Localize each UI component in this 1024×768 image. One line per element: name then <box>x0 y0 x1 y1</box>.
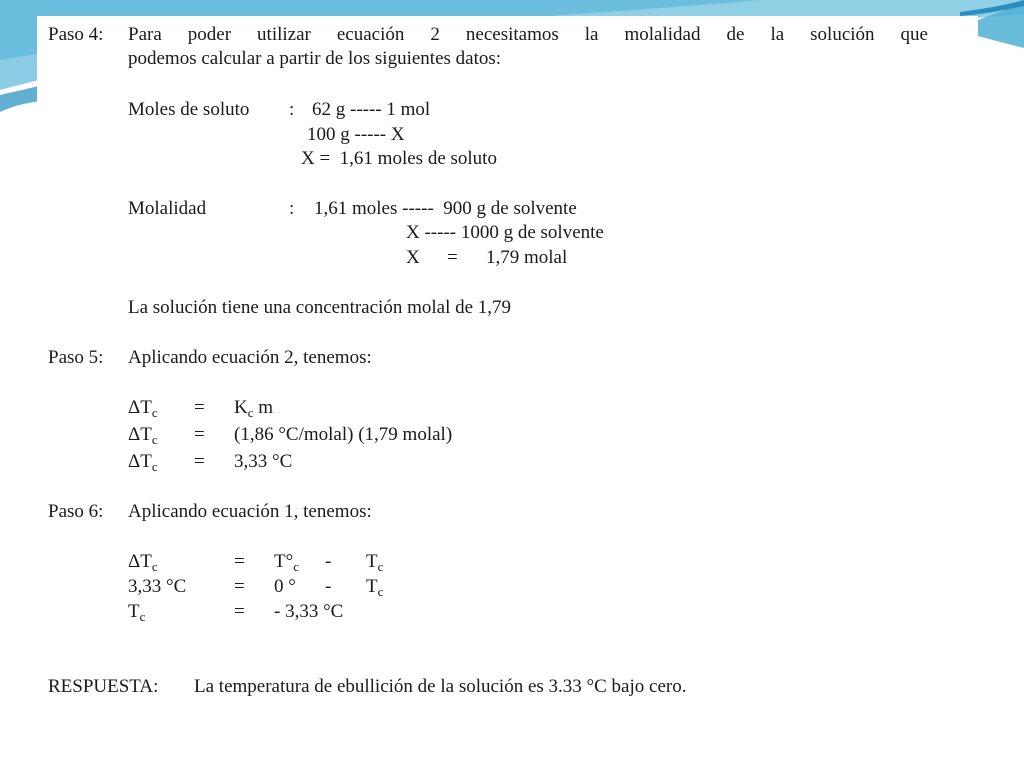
paso6-row1-eq: = <box>234 551 245 572</box>
paso5-row3-rhs: 3,33 °C <box>234 451 293 472</box>
paso5-row3-lhs: $\Delta T_c$ <box>128 451 158 474</box>
paso6-row2-zero: 0 ° <box>274 576 296 597</box>
molalidad-line3-value: 1,79 molal <box>486 247 568 268</box>
paso6-row1-t0: $T^\circ_c$ <box>274 551 299 574</box>
paso6-text: Aplicando ecuación 1, tenemos: <box>128 501 372 522</box>
moles-label: Moles de soluto <box>128 99 250 120</box>
paso5-label: Paso 5: <box>48 347 104 368</box>
paso5-row1-rhs: $K_c$ m <box>234 397 274 420</box>
paso6-row3-value: - 3,33 °C <box>274 601 344 622</box>
paso4-label: Paso 4: <box>48 24 104 45</box>
paso5-row1-eq: = <box>194 397 205 418</box>
paso5-row1-lhs: $\Delta T_c$ <box>128 397 158 420</box>
paso6-row1-t: $T_c$ <box>366 551 384 574</box>
paso5-row2-rhs: (1,86 °C/molal) (1,79 molal) <box>234 424 453 445</box>
paso6-row3-lhs: $T_c$ <box>128 601 146 624</box>
molalidad-colon: : <box>289 198 295 219</box>
paso6-row2-t: $T_c$ <box>366 576 384 599</box>
respuesta-text: La temperatura de ebullición de la solución es 3.33 °C bajo cero. <box>194 676 687 697</box>
moles-colon: : <box>289 99 295 120</box>
molalidad-line3-x: X <box>406 247 420 268</box>
paso5-row2-lhs: $\Delta T_c$ <box>128 424 158 447</box>
moles-line2: 100 g ----- X <box>307 124 405 145</box>
moles-line1: 62 g ----- 1 mol <box>312 99 431 120</box>
paso6-row1-lhs: $\Delta T_c$ <box>128 551 158 574</box>
molalidad-line2: X ----- 1000 g de solvente <box>406 222 604 243</box>
paso6-label: Paso 6: <box>48 501 104 522</box>
paso4-conclusion: La solución tiene una concentración molal de 1,79 <box>128 297 512 318</box>
paso6-row3-eq: = <box>234 601 245 622</box>
paso6-row2-lhs: 3,33 °C <box>128 576 187 597</box>
molalidad-line1: 1,61 moles ----- 900 g de solvente <box>314 198 577 219</box>
paso6-row2-minus: - <box>325 576 332 597</box>
document-page <box>37 16 978 712</box>
paso6-row1-minus: - <box>325 551 332 572</box>
paso6-row2-eq: = <box>234 576 245 597</box>
molalidad-line3-eq: = <box>447 247 458 268</box>
paso5-row3-eq: = <box>194 451 205 472</box>
molalidad-label: Molalidad <box>128 198 207 219</box>
paso4-line2: podemos calcular a partir de los siguientes datos: <box>128 48 502 69</box>
moles-line3: X = 1,61 moles de soluto <box>301 148 497 169</box>
paso5-text: Aplicando ecuación 2, tenemos: <box>128 347 372 368</box>
paso5-row2-eq: = <box>194 424 205 445</box>
paso4-line1: Para poder utilizar ecuación 2 necesitamos la molalidad de la solución que <box>128 24 928 45</box>
respuesta-label: RESPUESTA: <box>48 676 159 697</box>
